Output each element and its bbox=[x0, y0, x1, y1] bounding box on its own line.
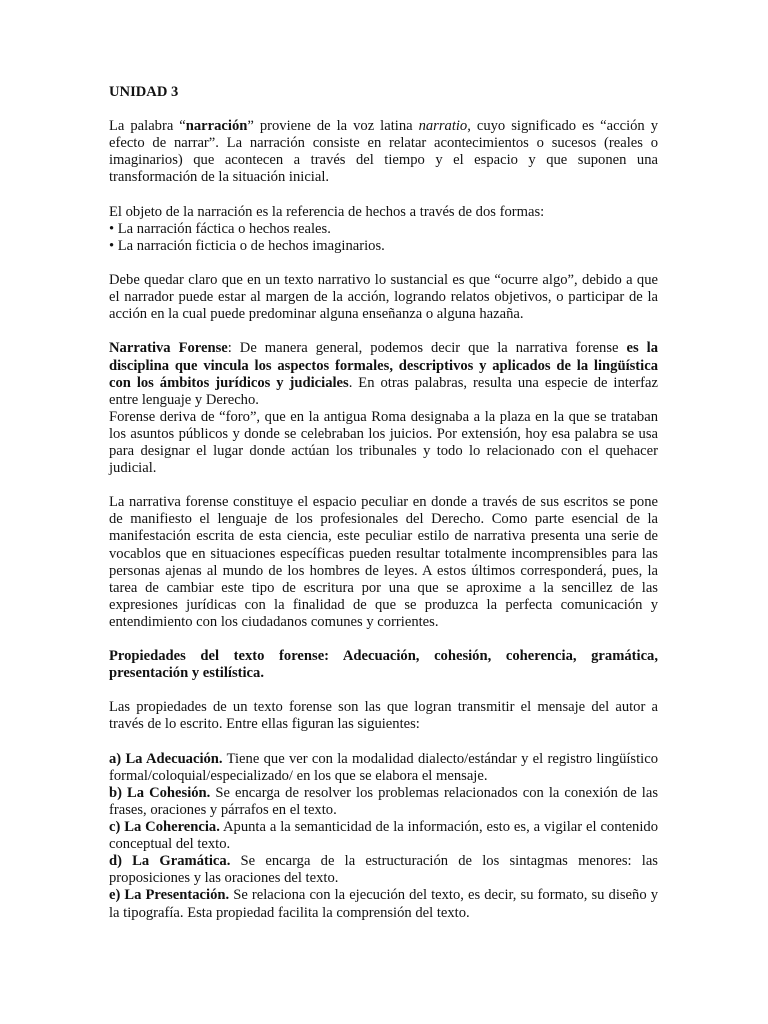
intro-text-1: La palabra “ bbox=[109, 118, 186, 135]
properties-list bbox=[109, 751, 658, 922]
forense-text-1: : De manera general, podemos decir que la narrativa forense bbox=[227, 340, 627, 357]
object-bullet-2: • La narración ficticia o de hechos imaginarios. bbox=[109, 237, 385, 254]
property-label: c) La Coherencia. bbox=[109, 819, 220, 836]
property-item bbox=[109, 887, 658, 921]
intro-paragraph bbox=[109, 118, 658, 186]
property-text: Apunta a la semanticidad de la información, esto es, a vigilar el contenido conceptual del texto. bbox=[109, 819, 658, 853]
forense-definition-bold: es la disciplina que vincula los aspectos formales, descriptivos y aplicados de la lingüística con los ámbitos jurídicos y judiciales bbox=[109, 340, 658, 391]
property-item bbox=[109, 785, 658, 819]
forense-term: Narrativa Forense bbox=[109, 340, 228, 357]
intro-text-3: , cuyo significado es “acción y efecto de narrar”. La narración consiste en relatar acontecimientos o sucesos (reales o imaginarios) que acontecen a través del tiempo y el espacio y que suponen una transformación de la situación inicial. bbox=[109, 118, 658, 186]
property-text: Se relaciona con la ejecución del texto, es decir, su formato, su diseño y la tipografía. Esta propiedad facilita la comprensión del texto. bbox=[109, 887, 659, 921]
space-paragraph: La narrativa forense constituye el espacio peculiar en donde a través de sus escritos se pone de manifiesto el lenguaje de los profesionales del Derecho. Como parte esencial de la manifestación escrita de esta ciencia, este peculiar estilo de narrativa presenta una serie de vocablos que en situaciones específicas pueden resultar totalmente incomprensibles para las personas ajenas al mundo de los hombres de leyes. A estos últimos corresponderá, pues, la tarea de cambiar este tipo de escritura por una que se aproxime a la sencillez de las expresiones jurídicas con la finalidad de que se produzca la perfecta comunicación y entendimiento con los ciudadanos comunes y corrientes. bbox=[109, 494, 658, 630]
object-section bbox=[109, 204, 658, 255]
unit-title: UNIDAD 3 bbox=[109, 84, 179, 100]
document-page bbox=[109, 84, 658, 922]
property-label: e) La Presentación. bbox=[109, 887, 230, 904]
properties-heading-text: Propiedades del texto forense: Adecuación, cohesión, coherencia, gramática, presentación y estilística. bbox=[109, 648, 658, 682]
intro-text-2: ” proviene de la voz latina bbox=[247, 118, 419, 135]
forense-text-2: . En otras palabras, resulta una especie de interfaz entre lenguaje y Derecho. bbox=[109, 374, 658, 408]
property-text: Tiene que ver con la modalidad dialecto/estándar y el registro lingüístico formal/coloquial/especializado/ en los que se elabora el mensaje. bbox=[109, 750, 658, 784]
property-item bbox=[109, 751, 658, 785]
forense-paragraph-2: Forense deriva de “foro”, que en la antigua Roma designaba a la plaza en la que se trataban los asuntos públicos y donde se celebraban los juicios. Por extensión, hoy esa palabra se usa para designar el lugar donde actúan los tribunales y todo lo relacionado con el quehacer judicial. bbox=[109, 408, 658, 477]
forense-paragraph-1 bbox=[109, 340, 658, 408]
intro-italic-narratio: narratio bbox=[418, 118, 468, 135]
object-lead: El objeto de la narración es la referencia de hechos a través de dos formas: bbox=[109, 203, 545, 220]
property-item bbox=[109, 819, 658, 853]
property-label: a) La Adecuación. bbox=[109, 750, 223, 767]
clarify-paragraph: Debe quedar claro que en un texto narrativo lo sustancial es que “ocurre algo”, debido a que el narrador puede estar al margen de la acción, logrando relatos objetivos, o participar de la acción en la cual puede predominar alguna enseñanza o alguna hazaña. bbox=[109, 272, 658, 323]
property-label: b) La Cohesión. bbox=[109, 784, 211, 801]
property-text: Se encarga de resolver los problemas relacionados con la conexión de las frases, oraciones y párrafos en el texto. bbox=[109, 784, 658, 818]
intro-bold-narracion: narración bbox=[185, 118, 248, 135]
property-text: Se encarga de la estructuración de los sintagmas menores: las proposiciones y las oraciones del texto. bbox=[109, 853, 658, 887]
forense-section bbox=[109, 340, 658, 477]
properties-heading bbox=[109, 648, 658, 682]
properties-intro: Las propiedades de un texto forense son las que logran transmitir el mensaje del autor a través de lo escrito. Entre ellas figuran las siguientes: bbox=[109, 699, 658, 733]
property-label: d) La Gramática. bbox=[109, 853, 231, 870]
object-bullet-1: • La narración fáctica o hechos reales. bbox=[109, 220, 331, 237]
property-item bbox=[109, 853, 658, 887]
